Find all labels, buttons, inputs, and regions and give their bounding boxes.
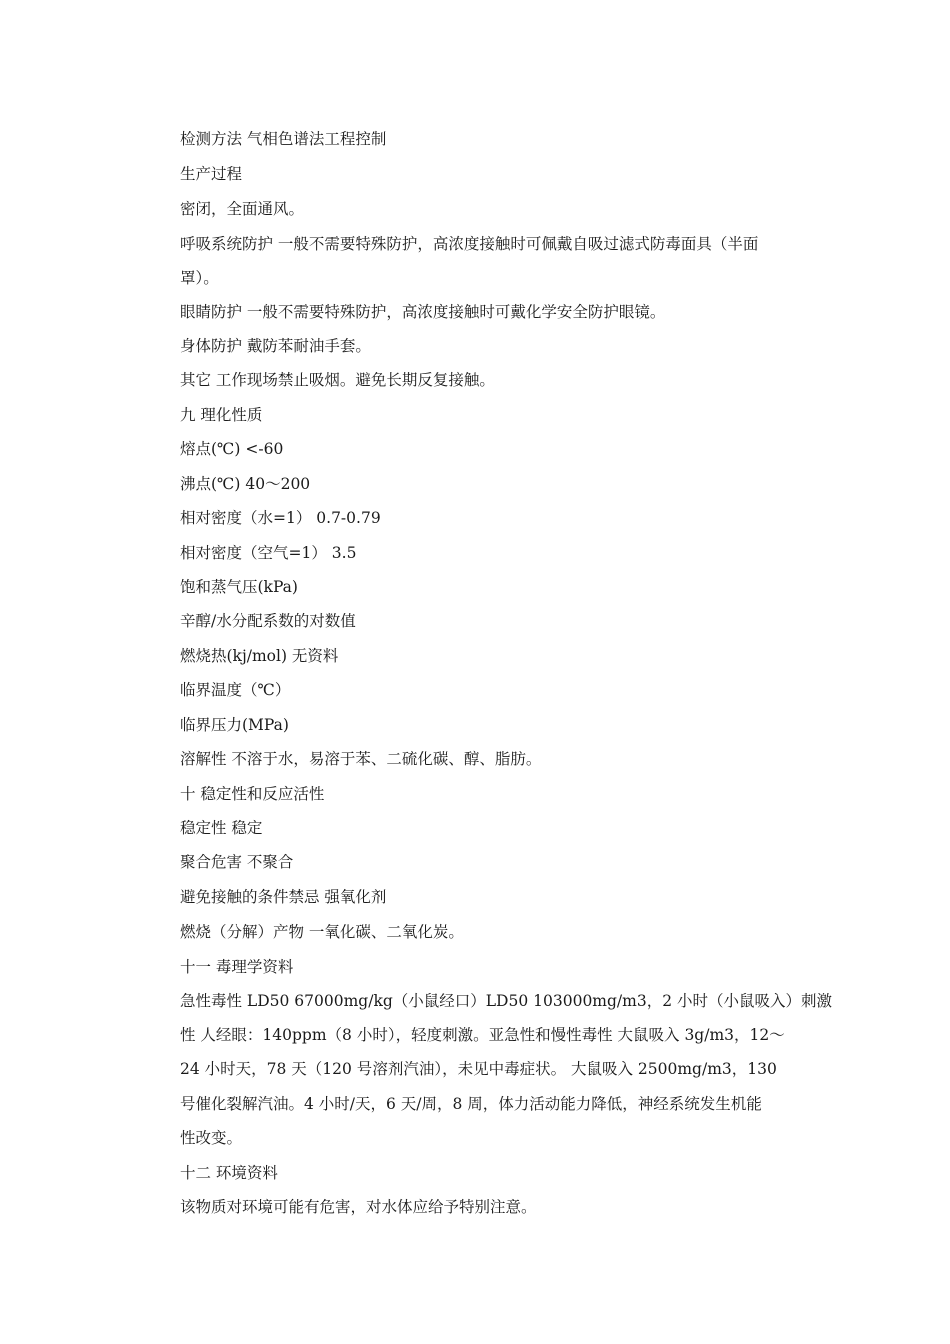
text-line: 临界温度（℃） <box>180 681 291 699</box>
text-line: 生产过程 <box>180 165 243 183</box>
text-line: 相对密度（水=1） 0.7-0.79 <box>180 509 381 527</box>
text-line: 性改变。 <box>180 1129 243 1147</box>
text-line: 呼吸系统防护 一般不需要特殊防护，高浓度接触时可佩戴自吸过滤式防毒面具（半面 <box>180 235 759 253</box>
section-heading: 十一 毒理学资料 <box>180 958 294 976</box>
text-line: 熔点(℃) <-60 <box>180 440 284 458</box>
text-line: 溶解性 不溶于水，易溶于苯、二硫化碳、醇、脂肪。 <box>180 750 542 768</box>
text-line: 检测方法 气相色谱法工程控制 <box>180 130 387 148</box>
text-line: 聚合危害 不聚合 <box>180 853 294 871</box>
section-heading: 十二 环境资料 <box>180 1164 278 1182</box>
text-line: 饱和蒸气压(kPa) <box>180 578 298 596</box>
text-line: 相对密度（空气=1） 3.5 <box>180 544 357 562</box>
section-heading: 十 稳定性和反应活性 <box>180 785 325 803</box>
section-heading: 九 理化性质 <box>180 406 263 424</box>
text-line: 号催化裂解汽油。4 小时/天，6 天/周，8 周，体力活动能力降低，神经系统发生机能 <box>180 1095 762 1113</box>
text-line: 沸点(℃) 40～200 <box>180 475 311 493</box>
text-line: 其它 工作现场禁止吸烟。避免长期反复接触。 <box>180 371 495 389</box>
text-line: 密闭，全面通风。 <box>180 200 305 218</box>
text-line: 辛醇/水分配系数的对数值 <box>180 612 356 630</box>
text-line: 身体防护 戴防苯耐油手套。 <box>180 337 371 355</box>
text-line: 该物质对环境可能有危害，对水体应给予特别注意。 <box>180 1198 537 1216</box>
text-line: 性 人经眼：140ppm（8 小时），轻度刺激。亚急性和慢性毒性 大鼠吸入 3g/m3，12～ <box>180 1026 785 1044</box>
text-line: 燃烧（分解）产物 一氧化碳、二氧化炭。 <box>180 923 464 941</box>
text-line: 避免接触的条件禁忌 强氧化剂 <box>180 888 387 906</box>
text-line: 罩）。 <box>180 269 219 287</box>
text-line: 临界压力(MPa) <box>180 716 289 734</box>
text-line: 燃烧热(kj/mol) 无资料 <box>180 647 339 665</box>
text-line: 24 小时天，78 天（120 号溶剂汽油），未见中毒症状。 大鼠吸入 2500mg/m3，130 <box>180 1060 777 1078</box>
text-line: 急性毒性 LD50 67000mg/kg（小鼠经口）LD50 103000mg/m3，2 小时（小鼠吸入）刺激 <box>180 992 832 1010</box>
text-line: 稳定性 稳定 <box>180 819 263 837</box>
text-line: 眼睛防护 一般不需要特殊防护，高浓度接触时可戴化学安全防护眼镜。 <box>180 303 666 321</box>
